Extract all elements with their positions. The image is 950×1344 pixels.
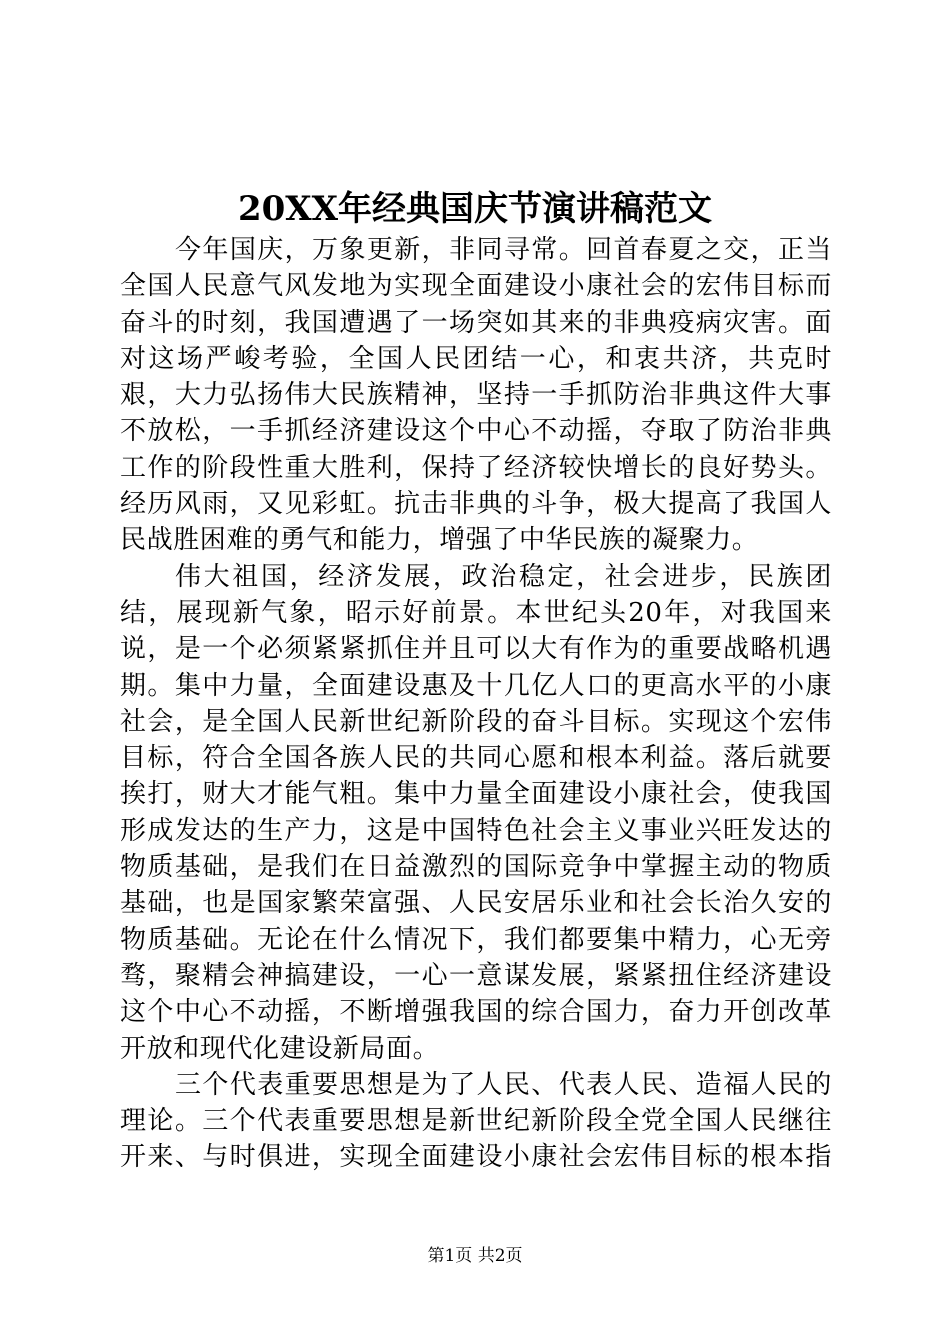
paragraph-1: 今年国庆，万象更新，非同寻常。回首春夏之交，正当全国人民意气风发地为实现全面建设小康社会的宏伟目标而奋斗的时刻，我国遭遇了一场突如其来的非典疫病灾害。面对这场严峻考验，全国人民团结一心，和衷共济，共克时艰，大力弘扬伟大民族精神，坚持一手抓防治非典这件大事不放松，一手抓经济建设这个中心不动摇，夺取了防治非典工作的阶段性重大胜利，保持了经济较快增长的良好势头。经历风雨，又见彩虹。抗击非典的斗争，极大提高了我国人民战胜困难的勇气和能力，增强了中华民族的凝聚力。 <box>120 235 832 556</box>
document-title: 20XX年经典国庆节演讲稿范文 <box>237 189 713 229</box>
paragraph-3: 三个代表重要思想是为了人民、代表人民、造福人民的理论。三个代表重要思想是新世纪新阶段全党全国人民继往开来、与时俱进，实现全面建设小康社会宏伟目标的根本指 <box>120 1069 832 1173</box>
page-footer: 第1页 共2页 <box>427 1246 523 1266</box>
document-body <box>120 232 832 1178</box>
paragraph-2: 伟大祖国，经济发展，政治稳定，社会进步，民族团结，展现新气象，昭示好前景。本世纪头20年，对我国来说，是一个必须紧紧抓住并且可以大有作为的重要战略机遇期。集中力量，全面建设惠及十几亿人口的更高水平的小康社会，是全国人民新世纪新阶段的奋斗目标。实现这个宏伟目标，符合全国各族人民的共同心愿和根本利益。落后就要挨打，财大才能气粗。集中力量全面建设小康社会，使我国形成发达的生产力，这是中国特色社会主义事业兴旺发达的物质基础，是我们在日益激烈的国际竞争中掌握主动的物质基础，也是国家繁荣富强、人民安居乐业和社会长治久安的物质基础。无论在什么情况下，我们都要集中精力，心无旁骛，聚精会神搞建设，一心一意谋发展，紧紧扭住经济建设这个中心不动摇，不断增强我国的综合国力，奋力开创改革开放和现代化建设新局面。 <box>120 561 832 1064</box>
